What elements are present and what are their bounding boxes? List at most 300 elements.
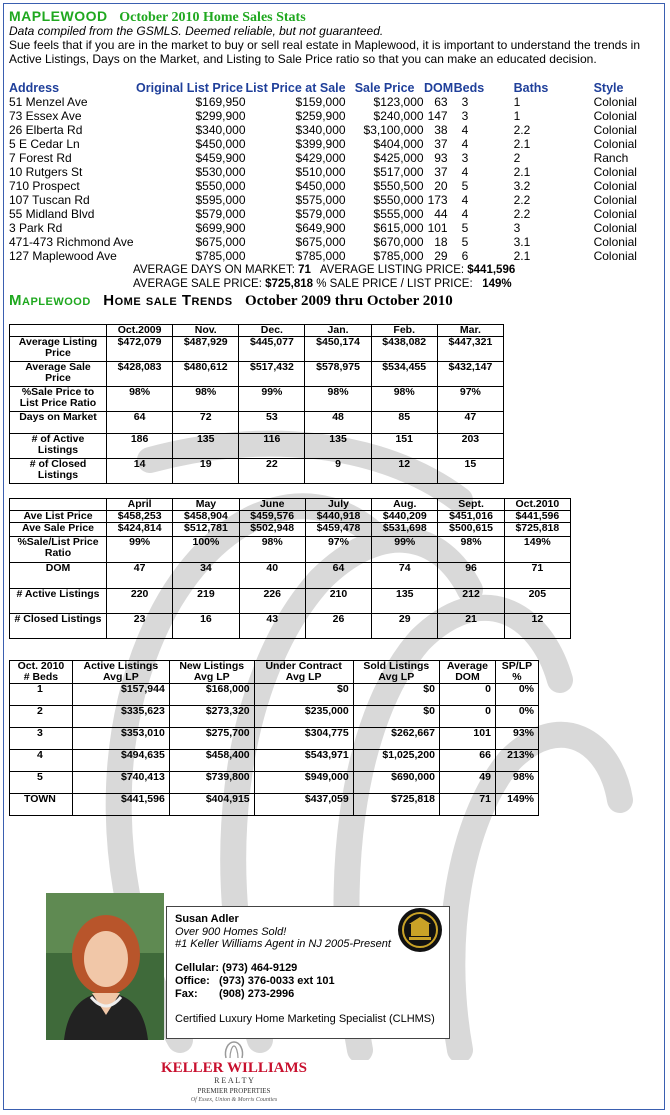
- sales-original-list: $340,000: [195, 123, 246, 137]
- sales-list-at-sale: $579,000: [295, 207, 346, 221]
- trend-cell: 85: [371, 412, 437, 434]
- sales-address: 55 Midland Blvd: [9, 207, 95, 221]
- bed-subheader: %: [495, 672, 538, 684]
- sales-beds: 3: [461, 109, 469, 123]
- sales-list-at-sale: $649,900: [295, 221, 346, 235]
- sales-baths: 1: [513, 95, 521, 109]
- trend-row: [10, 387, 504, 412]
- sales-style: Colonial: [593, 179, 637, 193]
- trend-cell: 12: [504, 614, 570, 639]
- col-dom: DOM: [424, 80, 454, 95]
- trend-cell: $534,455: [371, 362, 437, 387]
- agent-cell: [175, 962, 297, 974]
- trend-row-label: # Closed Listings: [10, 614, 107, 639]
- sales-sale-price: $670,000: [373, 235, 424, 249]
- bed-col-header: Under Contract: [254, 661, 353, 673]
- trend-header-row: [10, 499, 571, 511]
- trend-cell: $480,612: [173, 362, 239, 387]
- trend-cell: $517,432: [239, 362, 305, 387]
- trends-table-1: [9, 324, 504, 484]
- avg-line-2: [133, 278, 512, 290]
- sales-row: [9, 123, 664, 137]
- sales-list-at-sale: $399,900: [295, 137, 346, 151]
- bed-col-header: New Listings: [169, 661, 254, 673]
- bed-header-row-2: [10, 672, 539, 684]
- sales-dom: 173: [427, 193, 448, 207]
- sales-baths: 2.1: [513, 165, 531, 179]
- bed-cell: $353,010: [72, 728, 169, 750]
- sales-baths: 1: [513, 109, 521, 123]
- trend-corner: [10, 499, 107, 511]
- bed-cell: 98%: [495, 772, 538, 794]
- trend-col-header: June: [239, 499, 305, 511]
- trend-cell: 53: [239, 412, 305, 434]
- sales-row: [9, 179, 664, 193]
- trend-cell: 135: [173, 434, 239, 459]
- brand-name: KELLER WILLIAMS: [160, 1060, 307, 1076]
- col-address: Address: [9, 80, 60, 95]
- trend-cell: $458,904: [173, 511, 239, 523]
- sales-row: [9, 249, 664, 263]
- sales-baths: 2.2: [513, 207, 531, 221]
- trend-cell: $440,918: [305, 511, 371, 523]
- bed-col-header: Active Listings: [72, 661, 169, 673]
- trend-cell: 47: [107, 563, 173, 589]
- sales-original-list: $699,900: [195, 221, 246, 235]
- trend-col-header: Mar.: [437, 325, 503, 337]
- sales-sale-price: $425,000: [373, 151, 424, 165]
- bed-cell: 49: [439, 772, 495, 794]
- bedroom-table: [9, 660, 539, 816]
- trend-cell: 40: [239, 563, 305, 589]
- trend-cell: $428,083: [107, 362, 173, 387]
- trend-cell: 226: [239, 589, 305, 614]
- bed-cell: $0: [353, 706, 439, 728]
- sales-sale-price: $517,000: [373, 165, 424, 179]
- trend-cell: 98%: [239, 537, 305, 563]
- trend-cell: 14: [107, 459, 173, 484]
- trend-cell: 98%: [107, 387, 173, 412]
- sales-address: 710 Prospect: [9, 179, 80, 193]
- cell-label: Cellular:: [175, 962, 220, 974]
- trend-col-header: May: [173, 499, 239, 511]
- sales-dom: 20: [434, 179, 448, 193]
- trend-col-header: Jan.: [305, 325, 371, 337]
- sales-address: 471-473 Richmond Ave: [9, 235, 134, 249]
- bed-cell: $0: [254, 684, 353, 706]
- bed-row: [10, 772, 539, 794]
- sales-list-at-sale: $675,000: [295, 235, 346, 249]
- trend-cell: $472,079: [107, 337, 173, 362]
- sales-beds: 5: [461, 179, 469, 193]
- trend-cell: $512,781: [173, 523, 239, 537]
- trend-row-label: # of Active Listings: [10, 434, 107, 459]
- bed-cell: $740,413: [72, 772, 169, 794]
- sales-beds: 4: [461, 193, 469, 207]
- trend-col-header: April: [107, 499, 173, 511]
- avg-list-label: AVERAGE LISTING PRICE:: [319, 264, 465, 276]
- bed-cell: 66: [439, 750, 495, 772]
- trend-cell: 98%: [305, 387, 371, 412]
- sales-beds: 4: [461, 137, 469, 151]
- ratio-label: % SALE PRICE / LIST PRICE:: [316, 278, 473, 290]
- trend-row-label: Average Sale Price: [10, 362, 107, 387]
- sales-list-at-sale: $429,000: [295, 151, 346, 165]
- bed-row: [10, 706, 539, 728]
- sales-style: Colonial: [593, 193, 637, 207]
- trend-cell: 12: [371, 459, 437, 484]
- sales-beds: 4: [461, 123, 469, 137]
- trend-cell: $502,948: [239, 523, 305, 537]
- bed-col-header: Sold Listings: [353, 661, 439, 673]
- agent-name: Susan Adler: [175, 913, 239, 925]
- sales-original-list: $530,000: [195, 165, 246, 179]
- bed-subheader: Avg LP: [254, 672, 353, 684]
- brand-realty: R E A L T Y: [214, 1076, 254, 1085]
- data-note: Data compiled from the GSMLS. Deemed reliable, but not guaranteed.: [9, 24, 384, 38]
- brand-sub: PREMIER PROPERTIES: [197, 1087, 271, 1095]
- trend-row-label: # of Closed Listings: [10, 459, 107, 484]
- trend-row: [10, 337, 504, 362]
- trend-cell: 99%: [372, 537, 438, 563]
- trend-cell: 116: [239, 434, 305, 459]
- trend-cell: $445,077: [239, 337, 305, 362]
- trend-cell: 47: [437, 412, 503, 434]
- trend-cell: 99%: [107, 537, 173, 563]
- col-baths: Baths: [513, 80, 549, 95]
- sales-dom: 147: [427, 109, 448, 123]
- trend-cell: 186: [107, 434, 173, 459]
- bed-cell: 0%: [495, 684, 538, 706]
- sales-original-list: $550,000: [195, 179, 246, 193]
- sales-sale-price: $555,000: [373, 207, 424, 221]
- bed-row: [10, 684, 539, 706]
- fax-number: (908) 273-2996: [219, 988, 295, 1000]
- sales-dom: 63: [434, 95, 448, 109]
- bed-cell: 1: [10, 684, 73, 706]
- agent-certification: Certified Luxury Home Marketing Specialist (CLHMS): [175, 1013, 435, 1025]
- agent-office: [175, 975, 335, 987]
- trend-cell: $441,596: [504, 511, 570, 523]
- sales-list-at-sale: $575,000: [295, 193, 346, 207]
- sales-row: [9, 151, 664, 165]
- sales-sale-price: $123,000: [373, 95, 424, 109]
- bed-col-header: Average: [439, 661, 495, 673]
- sales-address: 127 Maplewood Ave: [9, 249, 117, 263]
- sales-dom: 29: [434, 249, 448, 263]
- sales-beds: 5: [461, 221, 469, 235]
- sales-table: [9, 80, 664, 263]
- avg-line-1: [133, 264, 515, 276]
- sales-baths: 2.1: [513, 249, 531, 263]
- trend-cell: 219: [173, 589, 239, 614]
- bed-subheader: DOM: [439, 672, 495, 684]
- trend-cell: 74: [372, 563, 438, 589]
- sales-address: 73 Essex Ave: [9, 109, 82, 123]
- sales-original-list: $785,000: [195, 249, 246, 263]
- trend-row: [10, 563, 571, 589]
- agent-fax: [175, 988, 294, 1000]
- bed-cell: 0: [439, 706, 495, 728]
- sales-row: [9, 137, 664, 151]
- bed-cell: 149%: [495, 794, 538, 816]
- bed-cell: $437,059: [254, 794, 353, 816]
- trend-cell: 100%: [173, 537, 239, 563]
- bed-cell: 0%: [495, 706, 538, 728]
- trend-cell: 64: [305, 563, 371, 589]
- trend-cell: 151: [371, 434, 437, 459]
- bed-row: [10, 794, 539, 816]
- sales-address: 3 Park Rd: [9, 221, 63, 235]
- trend-cell: 43: [239, 614, 305, 639]
- trend-row: [10, 362, 504, 387]
- bed-cell: $690,000: [353, 772, 439, 794]
- ratio-value: 149%: [482, 278, 512, 290]
- trends-heading: [9, 292, 453, 310]
- sales-dom: 93: [434, 151, 448, 165]
- trend-cell: 48: [305, 412, 371, 434]
- trend-col-header: Feb.: [371, 325, 437, 337]
- avg-sale-label: AVERAGE SALE PRICE:: [133, 278, 262, 290]
- sales-dom: 44: [434, 207, 448, 221]
- sales-beds: 5: [461, 235, 469, 249]
- col-sale-price: Sale Price: [354, 80, 415, 95]
- sales-baths: 3.2: [513, 179, 531, 193]
- bed-cell: $275,700: [169, 728, 254, 750]
- sales-baths: 2.1: [513, 137, 531, 151]
- trend-cell: 97%: [305, 537, 371, 563]
- bed-cell: $157,944: [72, 684, 169, 706]
- bed-cell: $1,025,200: [353, 750, 439, 772]
- trend-header-row: [10, 325, 504, 337]
- sales-style: Colonial: [593, 207, 637, 221]
- sales-style: Colonial: [593, 235, 637, 249]
- sales-sale-price: $404,000: [373, 137, 424, 151]
- sales-original-list: $579,000: [195, 207, 246, 221]
- sales-row: [9, 165, 664, 179]
- sales-sale-price: $785,000: [373, 249, 424, 263]
- town-name: MAPLEWOOD: [9, 8, 108, 24]
- trend-cell: 149%: [504, 537, 570, 563]
- sales-row: [9, 95, 664, 109]
- sales-original-list: $595,000: [195, 193, 246, 207]
- bed-cell: $404,915: [169, 794, 254, 816]
- sales-sale-price: $240,000: [373, 109, 424, 123]
- trends-table-2: [9, 498, 571, 639]
- brokerage-logo: [160, 1040, 308, 1108]
- bed-cell: $262,667: [353, 728, 439, 750]
- bed-cell: $739,800: [169, 772, 254, 794]
- trend-cell: 29: [372, 614, 438, 639]
- trend-cell: 205: [504, 589, 570, 614]
- trend-row: [10, 589, 571, 614]
- trend-cell: 71: [504, 563, 570, 589]
- trend-cell: $459,478: [305, 523, 371, 537]
- trend-cell: 98%: [371, 387, 437, 412]
- sales-header-row: [9, 80, 664, 95]
- trend-col-header: Sept.: [438, 499, 504, 511]
- sales-row: [9, 235, 664, 249]
- trend-cell: 203: [437, 434, 503, 459]
- bed-cell: 93%: [495, 728, 538, 750]
- trend-cell: 26: [305, 614, 371, 639]
- col-original-list: Original List Price: [136, 80, 244, 95]
- sales-baths: 2.2: [513, 123, 531, 137]
- trend-row: [10, 537, 571, 563]
- sales-address: 107 Tuscan Rd: [9, 193, 90, 207]
- sales-dom: 38: [434, 123, 448, 137]
- sales-row: [9, 193, 664, 207]
- trends-town: Maplewood: [9, 292, 91, 309]
- bed-subheader: # Beds: [10, 672, 73, 684]
- trend-cell: 220: [107, 589, 173, 614]
- sales-beds: 4: [461, 207, 469, 221]
- sales-style: Colonial: [593, 123, 637, 137]
- avg-dom-value: 71: [298, 264, 311, 276]
- report-title: October 2010 Home Sales Stats: [119, 10, 306, 25]
- trend-cell: $458,253: [107, 511, 173, 523]
- col-style: Style: [593, 80, 624, 95]
- fax-label: Fax:: [175, 988, 198, 1000]
- brand-sub2: Of Essex, Union & Morris Counties: [190, 1097, 278, 1103]
- trend-row: [10, 511, 571, 523]
- avg-list-value: $441,596: [467, 264, 516, 276]
- trend-cell: 9: [305, 459, 371, 484]
- bed-cell: $725,818: [353, 794, 439, 816]
- trend-col-header: Oct.2010: [504, 499, 570, 511]
- sales-sale-price: $615,000: [373, 221, 424, 235]
- intro-text: Sue feels that if you are in the market to buy or sell real estate in Maplewood, it is important to understand the trends in Active Listings, Days on the Market, and Listing to Sale Price ratio so that you can make an educated decision.: [9, 38, 641, 66]
- trend-cell: 19: [173, 459, 239, 484]
- trend-row-label: Days on Market: [10, 412, 107, 434]
- office-number: (973) 376-0033 ext 101: [219, 975, 335, 987]
- office-label: Office:: [175, 975, 210, 987]
- sales-dom: 101: [427, 221, 448, 235]
- sales-list-at-sale: $340,000: [295, 123, 346, 137]
- trend-col-header: Aug.: [372, 499, 438, 511]
- sales-address: 51 Menzel Ave: [9, 95, 88, 109]
- trend-cell: 23: [107, 614, 173, 639]
- bed-cell: 71: [439, 794, 495, 816]
- trend-cell: 72: [173, 412, 239, 434]
- bed-cell: 4: [10, 750, 73, 772]
- bed-cell: $273,320: [169, 706, 254, 728]
- trend-cell: 16: [173, 614, 239, 639]
- trend-cell: 97%: [437, 387, 503, 412]
- sales-sale-price: $550,000: [373, 193, 424, 207]
- bed-col-header: SP/LP: [495, 661, 538, 673]
- trend-cell: 22: [239, 459, 305, 484]
- bed-cell: 101: [439, 728, 495, 750]
- sales-list-at-sale: $785,000: [295, 249, 346, 263]
- bed-cell: 213%: [495, 750, 538, 772]
- trend-cell: 210: [305, 589, 371, 614]
- sales-baths: 2: [513, 151, 521, 165]
- trend-cell: $440,209: [372, 511, 438, 523]
- sales-baths: 3.1: [513, 235, 531, 249]
- sales-sale-price: $550,500: [373, 179, 424, 193]
- bed-col-header: Oct. 2010: [10, 661, 73, 673]
- bed-cell: $458,400: [169, 750, 254, 772]
- sales-style: Colonial: [593, 109, 637, 123]
- sales-row: [9, 207, 664, 221]
- sales-beds: 6: [461, 249, 469, 263]
- bed-cell: $949,000: [254, 772, 353, 794]
- bed-row: [10, 728, 539, 750]
- trend-cell: $725,818: [504, 523, 570, 537]
- agent-tagline-1: Over 900 Homes Sold!: [175, 926, 287, 938]
- bed-cell: $235,000: [254, 706, 353, 728]
- sales-beds: 3: [461, 95, 469, 109]
- sales-beds: 3: [461, 151, 469, 165]
- trend-row-label: Average Listing Price: [10, 337, 107, 362]
- agent-photo: [46, 893, 164, 1040]
- sales-original-list: $299,900: [195, 109, 246, 123]
- trend-cell: 135: [305, 434, 371, 459]
- trend-cell: 99%: [239, 387, 305, 412]
- sales-list-at-sale: $510,000: [295, 165, 346, 179]
- crest-icon: [160, 1040, 308, 1060]
- trend-row: [10, 434, 504, 459]
- sales-style: Colonial: [593, 95, 637, 109]
- trend-cell: $447,321: [437, 337, 503, 362]
- sales-style: Ranch: [593, 151, 629, 165]
- trend-cell: 98%: [173, 387, 239, 412]
- trends-label: Home sale Trends: [103, 292, 233, 309]
- sales-style: Colonial: [593, 137, 637, 151]
- sales-original-list: $450,000: [195, 137, 246, 151]
- sales-style: Colonial: [593, 221, 637, 235]
- trend-row-label: Ave List Price: [10, 511, 107, 523]
- trend-row-label: Ave Sale Price: [10, 523, 107, 537]
- bed-cell: $168,000: [169, 684, 254, 706]
- bed-cell: 0: [439, 684, 495, 706]
- avg-dom-label: AVERAGE DAYS ON MARKET:: [133, 264, 295, 276]
- trend-row-label: %Sale/List Price Ratio: [10, 537, 107, 563]
- trend-cell: $500,615: [438, 523, 504, 537]
- bed-subheader: Avg LP: [169, 672, 254, 684]
- sales-row: [9, 221, 664, 235]
- cell-number: (973) 464-9129: [222, 962, 298, 974]
- agent-tagline-2: #1 Keller Williams Agent in NJ 2005-Present: [175, 938, 391, 950]
- bed-cell: 5: [10, 772, 73, 794]
- trend-cell: $432,147: [437, 362, 503, 387]
- sales-address: 7 Forest Rd: [9, 151, 72, 165]
- trends-range: October 2009 thru October 2010: [245, 293, 453, 309]
- trend-col-header: Nov.: [173, 325, 239, 337]
- bed-cell: TOWN: [10, 794, 73, 816]
- sales-original-list: $459,900: [195, 151, 246, 165]
- sales-style: Colonial: [593, 165, 637, 179]
- sales-style: Colonial: [593, 249, 637, 263]
- bed-cell: $441,596: [72, 794, 169, 816]
- bed-subheader: Avg LP: [72, 672, 169, 684]
- trend-row: [10, 614, 571, 639]
- sales-row: [9, 109, 664, 123]
- bed-row: [10, 750, 539, 772]
- sales-dom: 37: [434, 165, 448, 179]
- sales-dom: 18: [434, 235, 448, 249]
- bed-cell: $335,623: [72, 706, 169, 728]
- seal-icon: [397, 906, 443, 954]
- trend-cell: $451,016: [438, 511, 504, 523]
- trend-col-header: July: [305, 499, 371, 511]
- bed-cell: $0: [353, 684, 439, 706]
- trend-cell: $424,814: [107, 523, 173, 537]
- bed-cell: 2: [10, 706, 73, 728]
- col-beds: Beds: [453, 80, 485, 95]
- trend-row: [10, 459, 504, 484]
